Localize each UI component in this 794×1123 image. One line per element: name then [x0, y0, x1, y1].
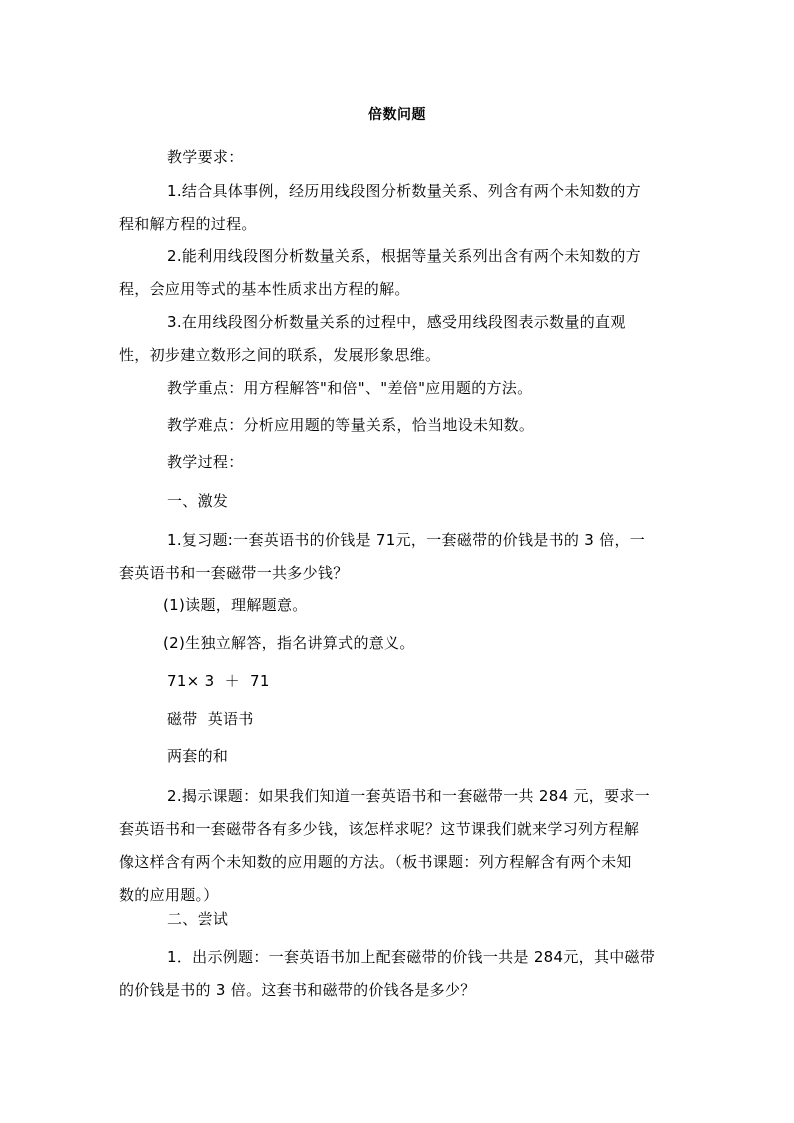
text-line: 程，会应用等式的基本性质求出方程的解。: [119, 280, 410, 298]
step-2: [119, 627, 675, 660]
formula: [119, 665, 675, 698]
section-heading-process: [119, 446, 675, 479]
formula-sum-label: [119, 740, 675, 773]
requirement-item-1: [119, 175, 675, 241]
text-line: 1.复习题:一套英语书的价钱是 71元，一套磁带的价钱是书的 3 倍，一: [167, 531, 646, 549]
text-line: 套英语书和一套磁带一共多少钱？: [119, 564, 349, 582]
text-line: 2.揭示课题：如果我们知道一套英语书和一套磁带一共 284 元，要求一: [167, 787, 650, 805]
text-line: 数的应用题。）: [119, 886, 219, 904]
text-line: 性，初步建立数形之间的联系，发展形象思维。: [119, 346, 441, 364]
reveal-topic: [119, 780, 675, 912]
requirement-item-2: [119, 240, 675, 306]
section-heading-2: [119, 903, 675, 936]
formula-labels: [119, 703, 675, 736]
text-line: 教学重点：用方程解答"和倍"、"差倍"应用题的方法。: [167, 379, 533, 397]
text-line: 教学难点：分析应用题的等量关系，恰当地设未知数。: [167, 416, 535, 434]
text-line: 程和解方程的过程。: [119, 215, 257, 233]
key-points: [119, 372, 675, 405]
text-line: 1．出示例题：一套英语书加上配套磁带的价钱一共是 284元，其中磁带: [167, 948, 656, 966]
text-line: 一、激发: [167, 492, 229, 510]
review-problem: [119, 524, 675, 590]
text-line: 像这样含有两个未知数的应用题的方法。（板书课题：列方程解含有两个未知: [119, 853, 632, 871]
section-heading-1: [119, 485, 675, 518]
step-1: [119, 589, 675, 622]
example-problem: [119, 941, 675, 1007]
text-line: 二、尝试: [167, 910, 229, 928]
text-line: 3.在用线段图分析数量关系的过程中，感受用线段图表示数量的直观: [167, 313, 626, 331]
text-line: 教学要求：: [167, 148, 244, 166]
text-line: 套英语书和一套磁带各有多少钱，该怎样求呢？这节课我们就来学习列方程解: [119, 820, 640, 838]
text-line: 的价钱是书的 3 倍。这套书和磁带的价钱各是多少？: [119, 981, 476, 999]
text-line: 1.结合具体事例，经历用线段图分析数量关系、列含有两个未知数的方: [167, 182, 641, 200]
document-title: 倍数问题: [368, 107, 426, 123]
section-heading-requirements: [119, 141, 675, 174]
text-line: 两套的和: [167, 747, 229, 765]
text-line: 磁带 英语书: [167, 710, 254, 728]
text-line: 教学过程：: [167, 453, 244, 471]
text-line: (2)生独立解答，指名讲算式的意义。: [163, 634, 415, 652]
difficult-points: [119, 409, 675, 442]
text-line: 71× 3 ＋ 71: [167, 672, 270, 690]
text-line: (1)读题，理解题意。: [163, 596, 308, 614]
requirement-item-3: [119, 306, 675, 372]
text-line: 2.能利用线段图分析数量关系，根据等量关系列出含有两个未知数的方: [167, 247, 641, 265]
